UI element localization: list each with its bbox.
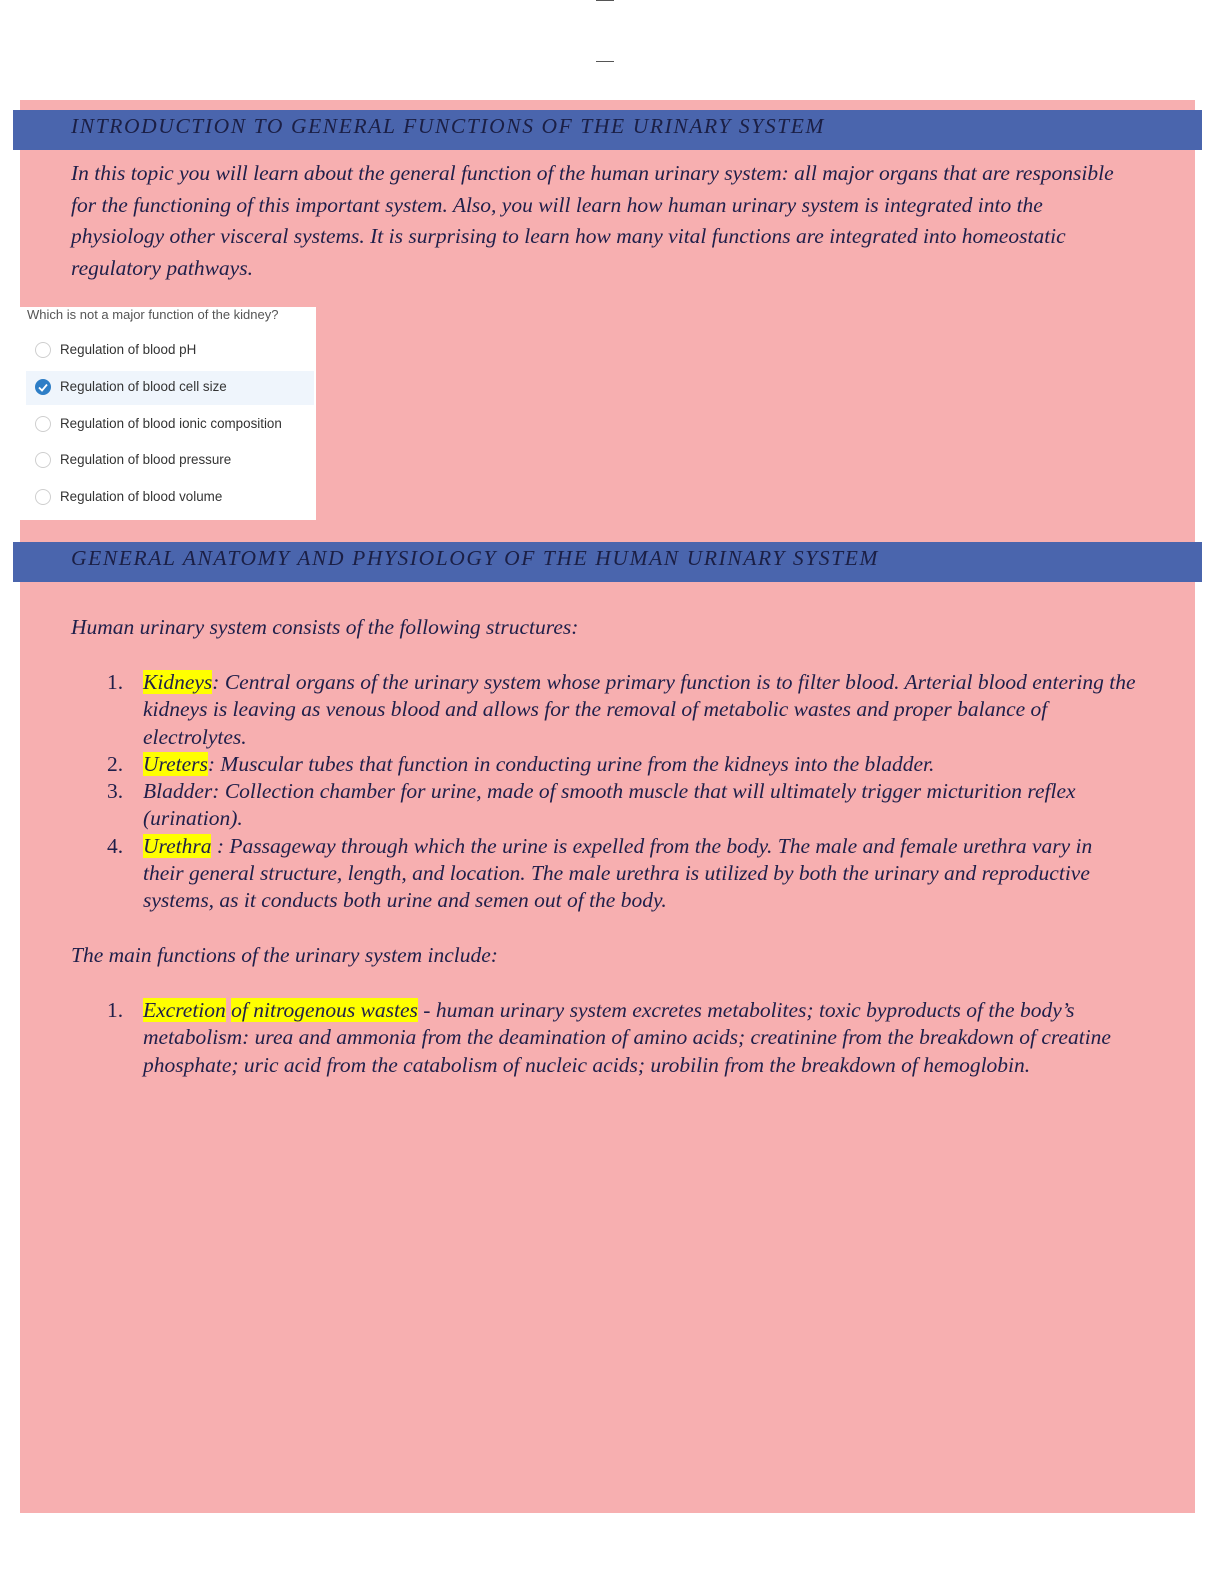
radio-unchecked-icon[interactable] [35, 452, 51, 468]
list-item-text: : Central organs of the urinary system whose primary function is to filter blood. Arterial blood entering the kidneys is leaving as venous blood and allows for the removal of metabolic wastes and proper balance of electrolytes. [143, 670, 1136, 749]
list-item [0, 997, 1224, 1079]
header-mark [596, 61, 614, 62]
list-number: 4. [107, 833, 124, 858]
quiz-option-label: Regulation of blood pressure [60, 452, 232, 467]
section-heading-anatomy: GENERAL ANATOMY AND PHYSIOLOGY OF THE HUMAN URINARY SYSTEM [71, 546, 879, 570]
highlighted-term: Urethra [143, 833, 212, 858]
structures-intro: Human urinary system consists of the following structures: [71, 615, 579, 639]
functions-list [0, 997, 1224, 1079]
list-term: Bladder [143, 779, 213, 804]
list-item [0, 833, 1224, 915]
section-heading-intro: INTRODUCTION TO GENERAL FUNCTIONS OF THE URINARY SYSTEM [71, 114, 825, 138]
header-mark [596, 0, 614, 1]
section-heading-band [13, 110, 1202, 150]
quiz-card [20, 307, 316, 520]
list-number: 1. [107, 998, 124, 1022]
quiz-option[interactable] [26, 334, 314, 368]
structures-list [0, 669, 1224, 915]
section-heading-band [13, 542, 1202, 582]
quiz-option[interactable] [26, 481, 314, 515]
intro-paragraph: In this topic you will learn about the general function of the human urinary system: all major organs that are responsible for the functioning of this important system. Also, you will learn how human urinary system is integrated into the physiology other visceral systems. It is surprising to learn how many vital functions are integrated into homeostatic regulatory pathways. [71, 161, 1114, 280]
highlighted-term: Kidneys [143, 670, 213, 694]
list-item [0, 751, 1224, 778]
quiz-option[interactable] [26, 444, 314, 478]
list-item-text: - human urinary system excretes metabolites; toxic byproducts of the body’s metabolism: urea and ammonia from the deamination of amino acids; creatinine from the breakdown of creatine phosphate; uric acid from the catabolism of nucleic acids; urobilin from the breakdown of hemoglobin. [143, 998, 1111, 1077]
quiz-option[interactable] [26, 408, 314, 442]
highlighted-term: Ureters [143, 751, 208, 776]
list-item-text: : Muscular tubes that function in conducting urine from the kidneys into the bladder. [207, 751, 935, 776]
list-number: 2. [107, 751, 124, 776]
highlighted-term: of nitrogenous wastes [231, 998, 418, 1022]
list-item-text: : Collection chamber for urine, made of smooth muscle that will ultimately trigger micturition reflex (urination). [143, 779, 1076, 831]
quiz-option-label: Regulation of blood cell size [60, 379, 227, 394]
list-item [0, 778, 1224, 833]
radio-checked-icon[interactable] [35, 379, 51, 395]
quiz-option-selected[interactable] [26, 371, 314, 405]
quiz-option-label: Regulation of blood ionic composition [60, 416, 282, 431]
radio-unchecked-icon[interactable] [35, 416, 51, 432]
radio-unchecked-icon[interactable] [35, 342, 51, 358]
list-item [0, 669, 1224, 751]
functions-intro: The main functions of the urinary system include: [71, 943, 498, 967]
list-number: 3. [107, 779, 124, 804]
list-item-text: : Passageway through which the urine is expelled from the body. The male and female urethra vary in their general structure, length, and location. The male urethra is utilized by both the urinary and reproductive systems, as it conducts both urine and semen out of the body. [143, 833, 1093, 913]
list-number: 1. [107, 670, 124, 694]
quiz-option-label: Regulation of blood pH [60, 342, 197, 357]
highlighted-term: Excretion [143, 998, 226, 1022]
quiz-question: Which is not a major function of the kidney? [27, 307, 279, 322]
quiz-option-label: Regulation of blood volume [60, 489, 223, 504]
radio-unchecked-icon[interactable] [35, 489, 51, 505]
